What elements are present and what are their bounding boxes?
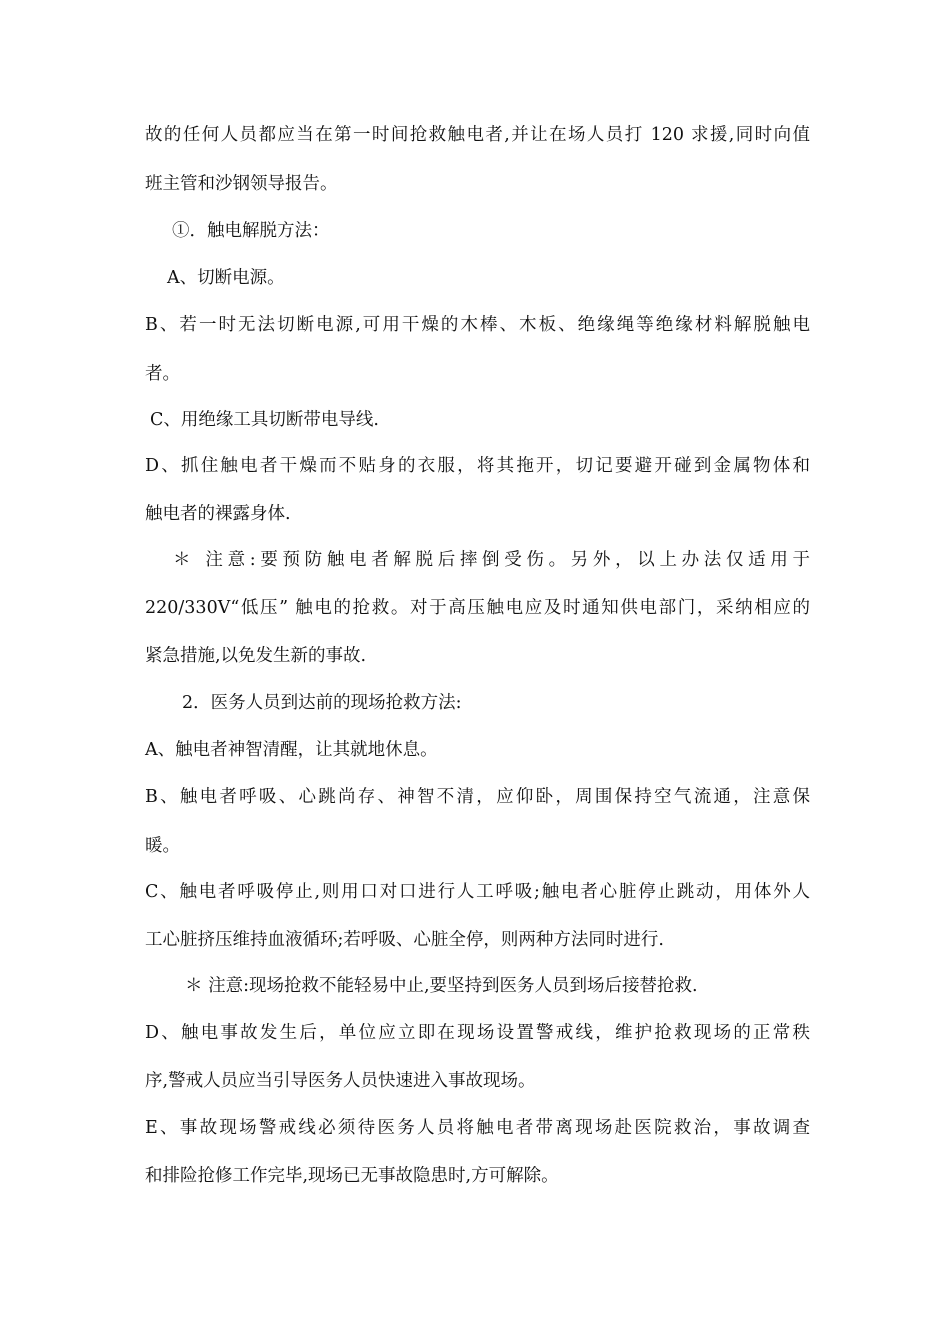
list-item: D、抓住触电者干燥而不贴身的衣服，将其拖开，切记要避开碰到金属物体和 [145, 456, 810, 476]
list-item: B、若一时无法切断电源,可用干燥的木棒、木板、绝缘绳等绝缘材料解脱触电 [145, 315, 810, 335]
note-paragraph: ＊ 注意:现场抢救不能轻易中止,要坚持到医务人员到场后接替抢救. [185, 976, 698, 996]
paragraph-line: 班主管和沙钢领导报告。 [145, 174, 338, 194]
list-item: D、触电事故发生后，单位应立即在现场设置警戒线，维护抢救现场的正常秩 [145, 1023, 810, 1043]
paragraph-line: 故的任何人员都应当在第一时间抢救触电者,并让在场人员打 120 求援,同时向值 [145, 125, 810, 145]
list-item-continuation: 和排险抢修工作完毕,现场已无事故隐患时,方可解除。 [145, 1166, 559, 1186]
note-paragraph: ＊ 注意:要预防触电者解脱后摔倒受伤。另外，以上办法仅适用于 [173, 550, 810, 570]
list-item: B、触电者呼吸、心跳尚存、神智不清，应仰卧，周围保持空气流通，注意保 [145, 787, 810, 807]
section-heading: 2．医务人员到达前的现场抢救方法: [182, 693, 462, 713]
list-item: C、用绝缘工具切断带电导线. [150, 410, 379, 430]
list-item: A、触电者神智清醒，让其就地休息。 [145, 740, 438, 760]
list-item: C、触电者呼吸停止,则用口对口进行人工呼吸;触电者心脏停止跳动，用体外人 [145, 882, 810, 902]
list-item-continuation: 暖。 [145, 836, 180, 856]
list-item-continuation: 序,警戒人员应当引导医务人员快速进入事故现场。 [145, 1071, 536, 1091]
note-paragraph: 紧急措施,以免发生新的事故. [145, 646, 367, 666]
section-heading: ①．触电解脱方法： [172, 221, 330, 241]
list-item: E、事故现场警戒线必须待医务人员将触电者带离现场赴医院救治，事故调查 [145, 1118, 810, 1138]
note-paragraph: 220/330V“低压” 触电的抢救。对于高压触电应及时通知供电部门，采纳相应的 [145, 598, 810, 618]
list-item-continuation: 触电者的裸露身体. [145, 504, 291, 524]
list-item-continuation: 者。 [145, 364, 180, 384]
list-item-continuation: 工心脏挤压维持血液循环;若呼吸、心脏全停，则两种方法同时进行. [145, 930, 664, 950]
list-item: A、切断电源。 [167, 268, 285, 288]
